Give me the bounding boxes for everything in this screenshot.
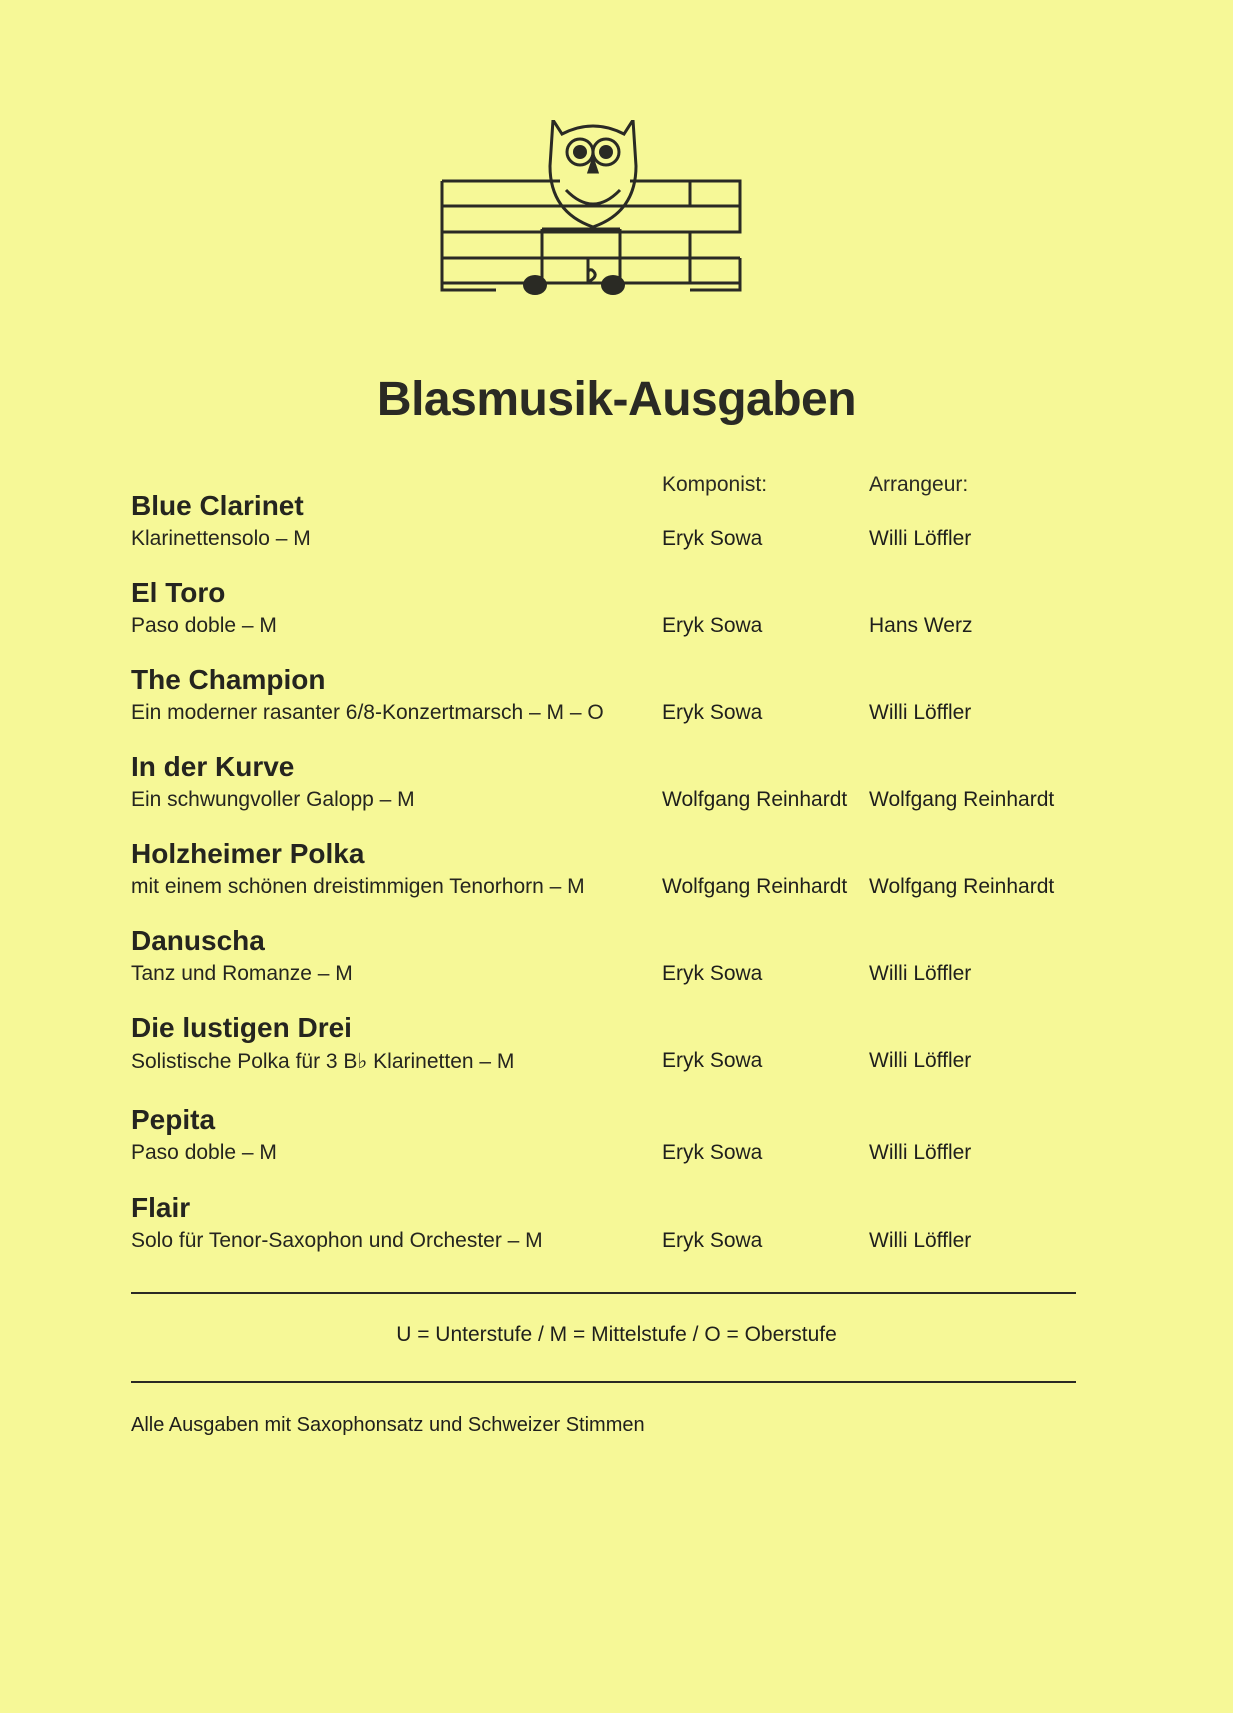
entry-subtitle: Ein schwungvoller Galopp – M: [131, 788, 415, 811]
entry-subtitle: Solo für Tenor-Saxophon und Orchester – M: [131, 1229, 543, 1252]
entry-subtitle: Tanz und Romanze – M: [131, 962, 353, 985]
entry-pepita: [131, 1104, 1091, 1174]
entry-title: The Champion: [131, 664, 326, 695]
entry-title: Danuscha: [131, 925, 265, 956]
entry-subtitle: Solistische Polka für 3 B♭ Klarinetten – M: [131, 1050, 515, 1073]
entry-title: Flair: [131, 1192, 191, 1223]
entry-blue-clarinet: [131, 490, 1091, 560]
entry-composer: Eryk Sowa: [662, 614, 763, 637]
entry-arranger: Wolfgang Reinhardt: [869, 788, 1055, 811]
entry-arranger: Wolfgang Reinhardt: [869, 875, 1055, 898]
entry-composer: Eryk Sowa: [662, 1141, 763, 1164]
entry-title: El Toro: [131, 577, 226, 608]
entry-subtitle: Paso doble – M: [131, 614, 277, 637]
entry-in-der-kurve: [131, 751, 1091, 821]
entry-subtitle: Paso doble – M: [131, 1141, 277, 1164]
column-header-komponist: Komponist:: [662, 473, 768, 496]
logo-letter-s: [690, 181, 740, 290]
footnote: Alle Ausgaben mit Saxophonsatz und Schweizer Stimmen: [131, 1414, 645, 1436]
entry-arranger: Hans Werz: [869, 614, 973, 637]
entry-die-lustigen-drei: [131, 1012, 1091, 1082]
entry-flair: [131, 1192, 1091, 1262]
column-header-arrangeur: Arrangeur:: [869, 473, 969, 496]
divider-top: [131, 1292, 1076, 1294]
entry-arranger: Willi Löffler: [869, 1049, 972, 1072]
entry-composer: Eryk Sowa: [662, 1229, 763, 1252]
level-legend: U = Unterstufe / M = Mittelstufe / O = Oberstufe: [396, 1323, 837, 1346]
entry-arranger: Willi Löffler: [869, 1229, 972, 1252]
entry-danuscha: [131, 925, 1091, 995]
entry-title: In der Kurve: [131, 751, 295, 782]
entry-arranger: Willi Löffler: [869, 701, 972, 724]
logo-letter-e: [442, 181, 496, 290]
entry-composer: Wolfgang Reinhardt: [662, 875, 848, 898]
entry-the-champion: [131, 664, 1091, 734]
entry-el-toro: [131, 577, 1091, 647]
entry-title: Pepita: [131, 1104, 216, 1135]
entry-title: Blue Clarinet: [131, 490, 304, 521]
entry-composer: Eryk Sowa: [662, 527, 763, 550]
entry-composer: Eryk Sowa: [662, 701, 763, 724]
publisher-logo: [440, 120, 746, 308]
entry-title: Holzheimer Polka: [131, 838, 365, 869]
entry-arranger: Willi Löffler: [869, 527, 972, 550]
entry-subtitle: Ein moderner rasanter 6/8-Konzertmarsch – M – O: [131, 701, 604, 724]
entry-composer: Wolfgang Reinhardt: [662, 788, 848, 811]
entry-composer: Eryk Sowa: [662, 1049, 763, 1072]
divider-bottom: [131, 1381, 1076, 1383]
entry-subtitle: Klarinettensolo – M: [131, 527, 311, 550]
entry-subtitle: mit einem schönen dreistimmigen Tenorhorn – M: [131, 875, 585, 898]
entry-title: Die lustigen Drei: [131, 1012, 352, 1043]
page-title: Blasmusik-Ausgaben: [376, 373, 857, 426]
entry-holzheimer-polka: [131, 838, 1091, 908]
entry-arranger: Willi Löffler: [869, 1141, 972, 1164]
entry-composer: Eryk Sowa: [662, 962, 763, 985]
entry-arranger: Willi Löffler: [869, 962, 972, 985]
